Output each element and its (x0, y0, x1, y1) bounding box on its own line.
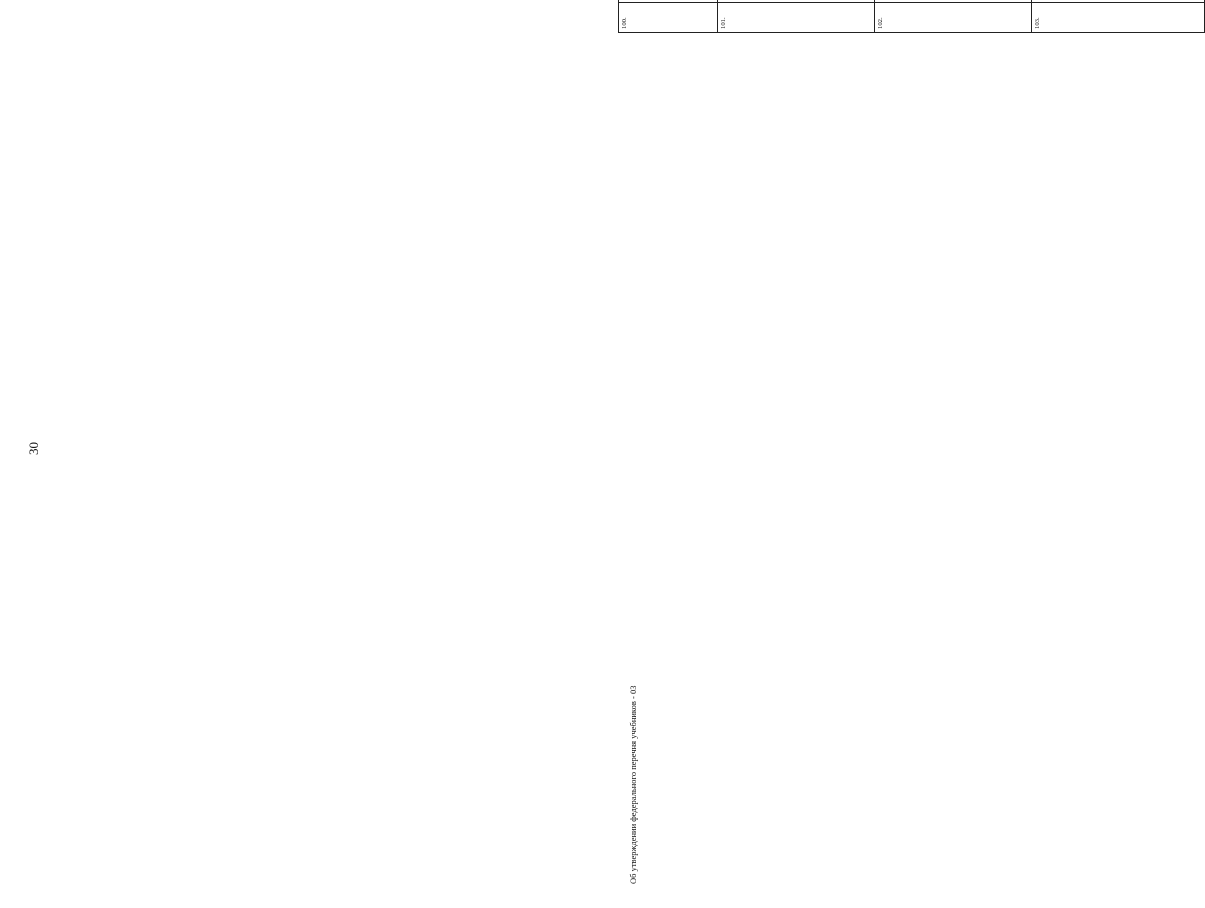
table-row (875, 0, 1032, 33)
row-number: 102. (875, 3, 1032, 33)
row-code (619, 0, 718, 3)
row-code (1032, 0, 1205, 3)
row-number: 100. (619, 3, 718, 33)
table-row (619, 0, 718, 33)
row-code (718, 0, 875, 3)
row-number: 101. (718, 3, 875, 33)
table-row (1032, 0, 1205, 33)
row-number: 103. (1032, 3, 1205, 33)
row-code (875, 0, 1032, 3)
footer-note: Об утверждении федерального перечня учебников - 03 (628, 685, 638, 884)
table-row (718, 0, 875, 33)
textbook-table (618, 0, 1200, 33)
page-number: 30 (26, 442, 41, 455)
